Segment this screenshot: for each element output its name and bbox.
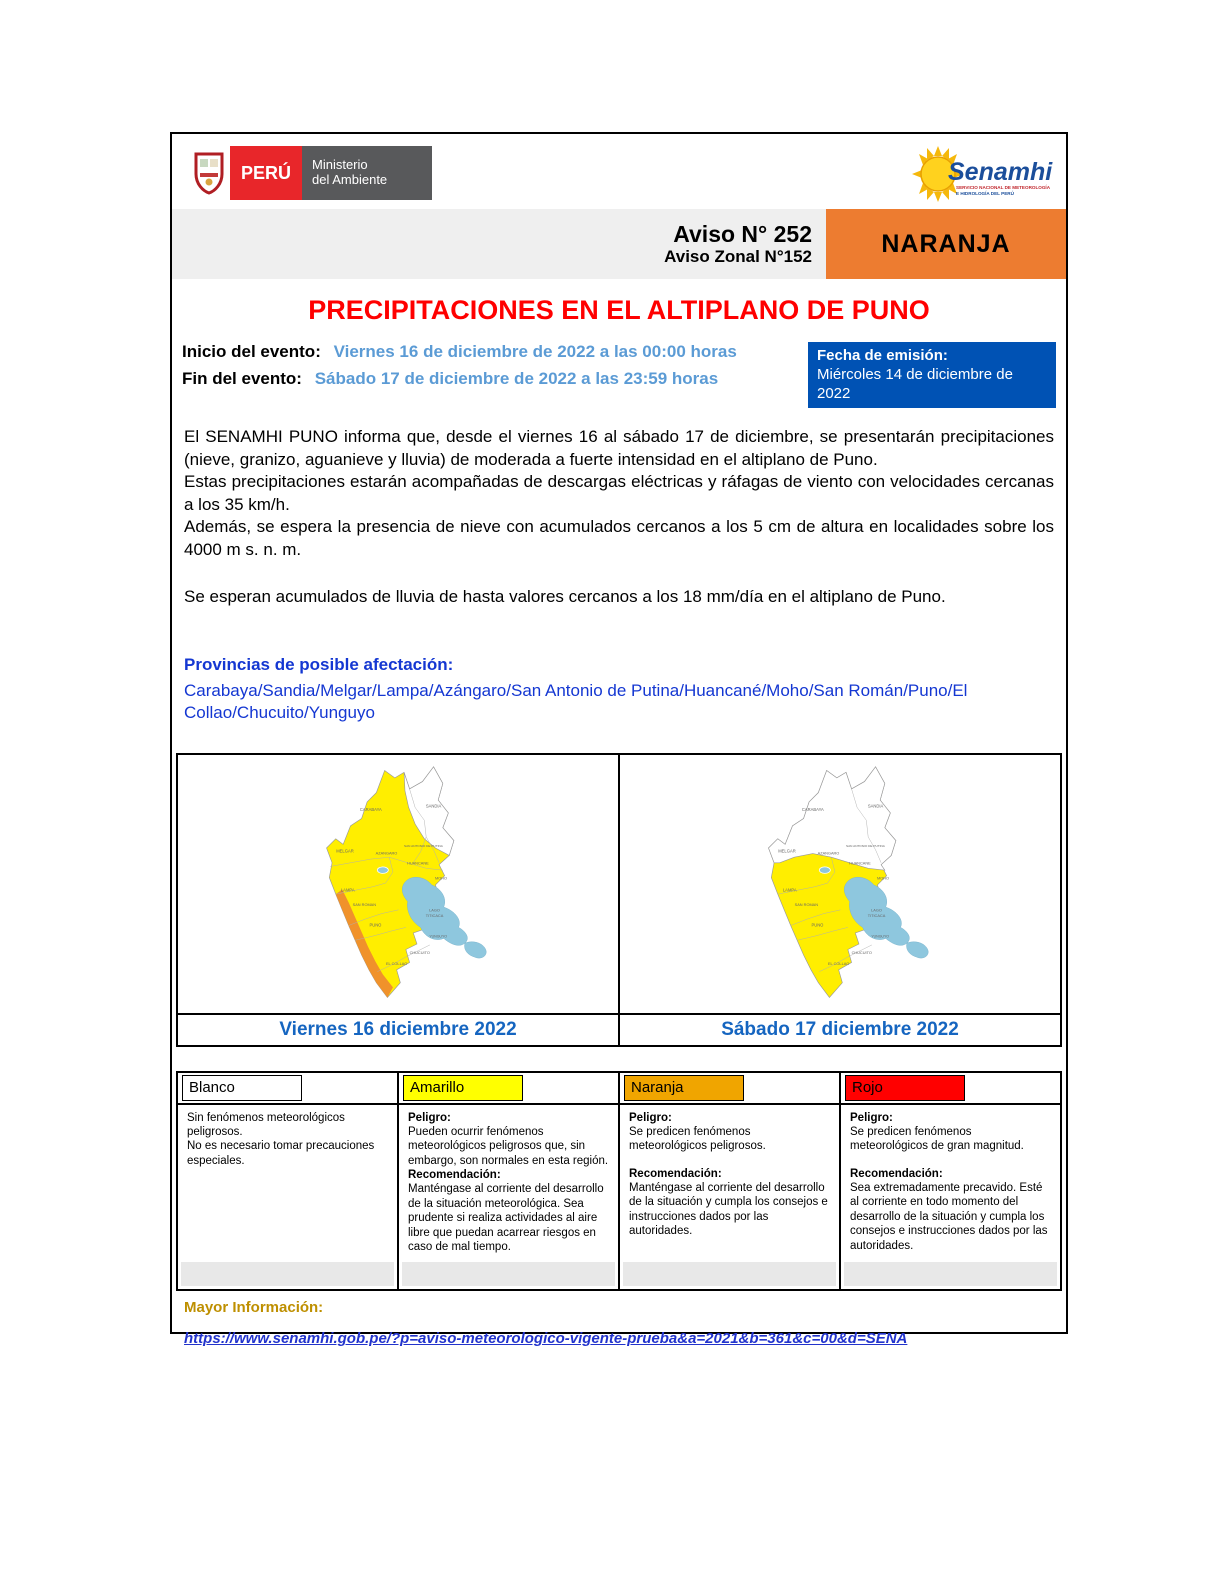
peligro-text: Pueden ocurrir fenómenos meteorológicos peligrosos que, sin embargo, son normales en esta región. — [408, 1125, 609, 1167]
svg-text:EL COLLAO: EL COLLAO — [385, 960, 407, 966]
svg-text:CHUCUITO: CHUCUITO — [851, 949, 872, 955]
svg-text:AZANGARO: AZANGARO — [375, 850, 397, 856]
svg-text:MELGAR: MELGAR — [777, 848, 796, 854]
svg-text:EL COLLAO: EL COLLAO — [827, 960, 849, 966]
svg-text:SANDIA: SANDIA — [425, 802, 441, 808]
maps-table — [176, 753, 1062, 1047]
svg-text:SAN ANTONIO DE PUTINA: SAN ANTONIO DE PUTINA — [845, 843, 885, 848]
peligro-title: Peligro: — [408, 1111, 451, 1124]
body-paragraph-3: Además, se espera la presencia de nieve con acumulados cercanos a los 5 cm de altura en localidades sobre los 4000 m s. n. m. — [184, 517, 1054, 560]
body-paragraph-2: Estas precipitaciones estarán acompañadas de descargas eléctricas y ráfagas de viento con velocidades cercanas a los 35 km/h. — [184, 472, 1054, 514]
svg-text:CARABAYA: CARABAYA — [359, 806, 382, 812]
recomendacion-title: Recomendación: — [850, 1167, 943, 1180]
svg-text:HUANCANE: HUANCANE — [848, 860, 871, 866]
lake-titicaca-shape — [844, 874, 928, 958]
svg-text:Senamhi: Senamhi — [948, 158, 1053, 186]
recomendacion-text: Manténgase al corriente del desarrollo de la situación y cumpla los consejos e instrucciones dados por las autoridades. — [629, 1182, 828, 1238]
svg-text:MOHO: MOHO — [434, 874, 447, 880]
svg-text:PUNO: PUNO — [810, 921, 823, 927]
svg-text:LAMPA: LAMPA — [782, 886, 797, 892]
event-dates-section — [182, 342, 1056, 410]
svg-text:HUANCANE: HUANCANE — [406, 860, 429, 866]
map-caption-friday: Viernes 16 diciembre 2022 — [178, 1015, 618, 1045]
more-info-label: Mayor Información: — [184, 1299, 324, 1317]
legend-chip-rojo: Rojo — [845, 1075, 965, 1101]
legend-column-blanco — [178, 1073, 397, 1290]
event-end-value: Sábado 17 de diciembre de 2022 a las 23:59 horas — [314, 369, 719, 388]
legend-footer-strip — [181, 1262, 394, 1286]
peligro-title: Peligro: — [850, 1111, 893, 1124]
provinces-section — [184, 654, 1054, 724]
peligro-title: Peligro: — [629, 1111, 672, 1124]
advisory-document — [170, 132, 1068, 1348]
legend-footer-strip — [844, 1262, 1057, 1286]
provinces-label: Provincias de posible afectación: — [184, 655, 454, 675]
recomendacion-title: Recomendación: — [629, 1167, 722, 1180]
alert-level-badge: NARANJA — [826, 209, 1066, 279]
aviso-zonal-number: Aviso Zonal N°152 — [664, 247, 812, 267]
svg-text:MELGAR: MELGAR — [335, 848, 354, 854]
legend-chip-naranja: Naranja — [624, 1075, 744, 1101]
recomendacion-text: Sea extremadamente precavido. Esté al corriente en todo momento del desarrollo de la situación y cumpla los consejos e instrucciones dados por las autoridades. — [850, 1182, 1048, 1252]
svg-text:LAGO: LAGO — [428, 907, 440, 913]
svg-text:SAN ROMAN: SAN ROMAN — [794, 901, 818, 907]
advisory-body — [184, 426, 1054, 608]
svg-text:SAN ANTONIO DE PUTINA: SAN ANTONIO DE PUTINA — [403, 843, 443, 848]
aviso-number: Aviso N° 252 — [673, 221, 812, 247]
legend-column-rojo — [839, 1073, 1060, 1290]
emission-date-box — [808, 342, 1056, 408]
event-start-label: Inicio del evento: — [182, 342, 321, 361]
peligro-text: Se predicen fenómenos meteorológicos de gran magnitud. — [850, 1125, 1024, 1153]
recomendacion-title: Recomendación: — [408, 1169, 501, 1182]
svg-text:TITICACA: TITICACA — [867, 912, 885, 918]
logo-header — [172, 134, 1066, 209]
provinces-list: Carabaya/Sandia/Melgar/Lampa/Azángaro/San Antonio de Putina/Huancané/Moho/San Román/Puno/El Collao/Chucuito/Yunguyo — [184, 681, 968, 723]
event-start-value: Viernes 16 de diciembre de 2022 a las 00:00 horas — [333, 342, 737, 361]
peligro-text: Se predicen fenómenos meteorológicos peligrosos. — [629, 1125, 766, 1153]
svg-text:SAN ROMAN: SAN ROMAN — [352, 901, 376, 907]
svg-text:TITICACA: TITICACA — [425, 912, 443, 918]
peru-ministry-logo — [188, 146, 432, 200]
svg-text:CARABAYA: CARABAYA — [801, 806, 824, 812]
svg-text:LAMPA: LAMPA — [340, 886, 355, 892]
svg-text:AZANGARO: AZANGARO — [817, 850, 839, 856]
body-paragraph-4: Se esperan acumulados de lluvia de hasta valores cercanos a los 18 mm/día en el altiplano de Puno. — [184, 586, 946, 606]
legend-text: Sin fenómenos meteorológicos peligrosos. — [187, 1111, 345, 1138]
event-end-label: Fin del evento: — [182, 369, 302, 388]
legend-footer-strip — [623, 1262, 836, 1286]
aviso-bar — [172, 209, 1066, 279]
body-paragraph-1: El SENAMHI PUNO informa que, desde el viernes 16 al sábado 17 de diciembre, se presentarán precipitaciones (nieve, granizo, aguanieve y lluvia) de moderada a fuerte intensidad en el altiplano de Puno. — [184, 427, 1054, 469]
svg-text:SERVICIO NACIONAL DE METEOROLO: SERVICIO NACIONAL DE METEOROLOGÍA — [956, 185, 1051, 190]
legend-text: No es necesario tomar precauciones especiales. — [187, 1140, 375, 1167]
emission-date-label: Fecha de emisión: — [817, 347, 948, 364]
peru-wordmark: PERÚ — [230, 146, 302, 200]
legend-column-amarillo — [397, 1073, 618, 1290]
ministry-label: Ministerio del Ambiente — [302, 146, 432, 200]
svg-text:CHUCUITO: CHUCUITO — [409, 949, 430, 955]
peru-coat-of-arms-icon — [188, 146, 230, 200]
map-caption-saturday: Sábado 17 diciembre 2022 — [618, 1015, 1060, 1045]
svg-text:LAGO: LAGO — [870, 907, 882, 913]
svg-text:YUNGUYO: YUNGUYO — [870, 934, 889, 939]
map-friday — [178, 755, 618, 1013]
svg-text:SANDIA: SANDIA — [867, 802, 883, 808]
senamhi-logo — [908, 142, 1060, 206]
legend-footer-strip — [402, 1262, 615, 1286]
svg-text:YUNGUYO: YUNGUYO — [428, 934, 447, 939]
legend-column-naranja — [618, 1073, 839, 1290]
page-title: PRECIPITACIONES EN EL ALTIPLANO DE PUNO — [308, 295, 930, 325]
recomendacion-text: Manténgase al corriente del desarrollo de la situación meteorológica. Sea prudente si realiza actividades al aire libre que puedan acarrear riesgos en caso de mal tiempo. — [408, 1183, 604, 1253]
advisory-url-link[interactable]: https://www.senamhi.gob.pe/?p=aviso-meteorologico-vigente-prueba&a=2021&b=361&c=00&d=SENA — [184, 1330, 908, 1348]
alert-level-legend — [176, 1071, 1062, 1292]
map-saturday — [618, 755, 1060, 1013]
svg-text:E HIDROLOGÍA DEL PERÚ: E HIDROLOGÍA DEL PERÚ — [956, 191, 1014, 196]
legend-chip-blanco: Blanco — [182, 1075, 302, 1101]
svg-text:PUNO: PUNO — [368, 921, 381, 927]
emission-date-value: Miércoles 14 de diciembre de 2022 — [817, 365, 1013, 402]
svg-text:MOHO: MOHO — [876, 874, 889, 880]
legend-chip-amarillo: Amarillo — [403, 1075, 523, 1101]
lake-titicaca-shape — [402, 874, 486, 958]
